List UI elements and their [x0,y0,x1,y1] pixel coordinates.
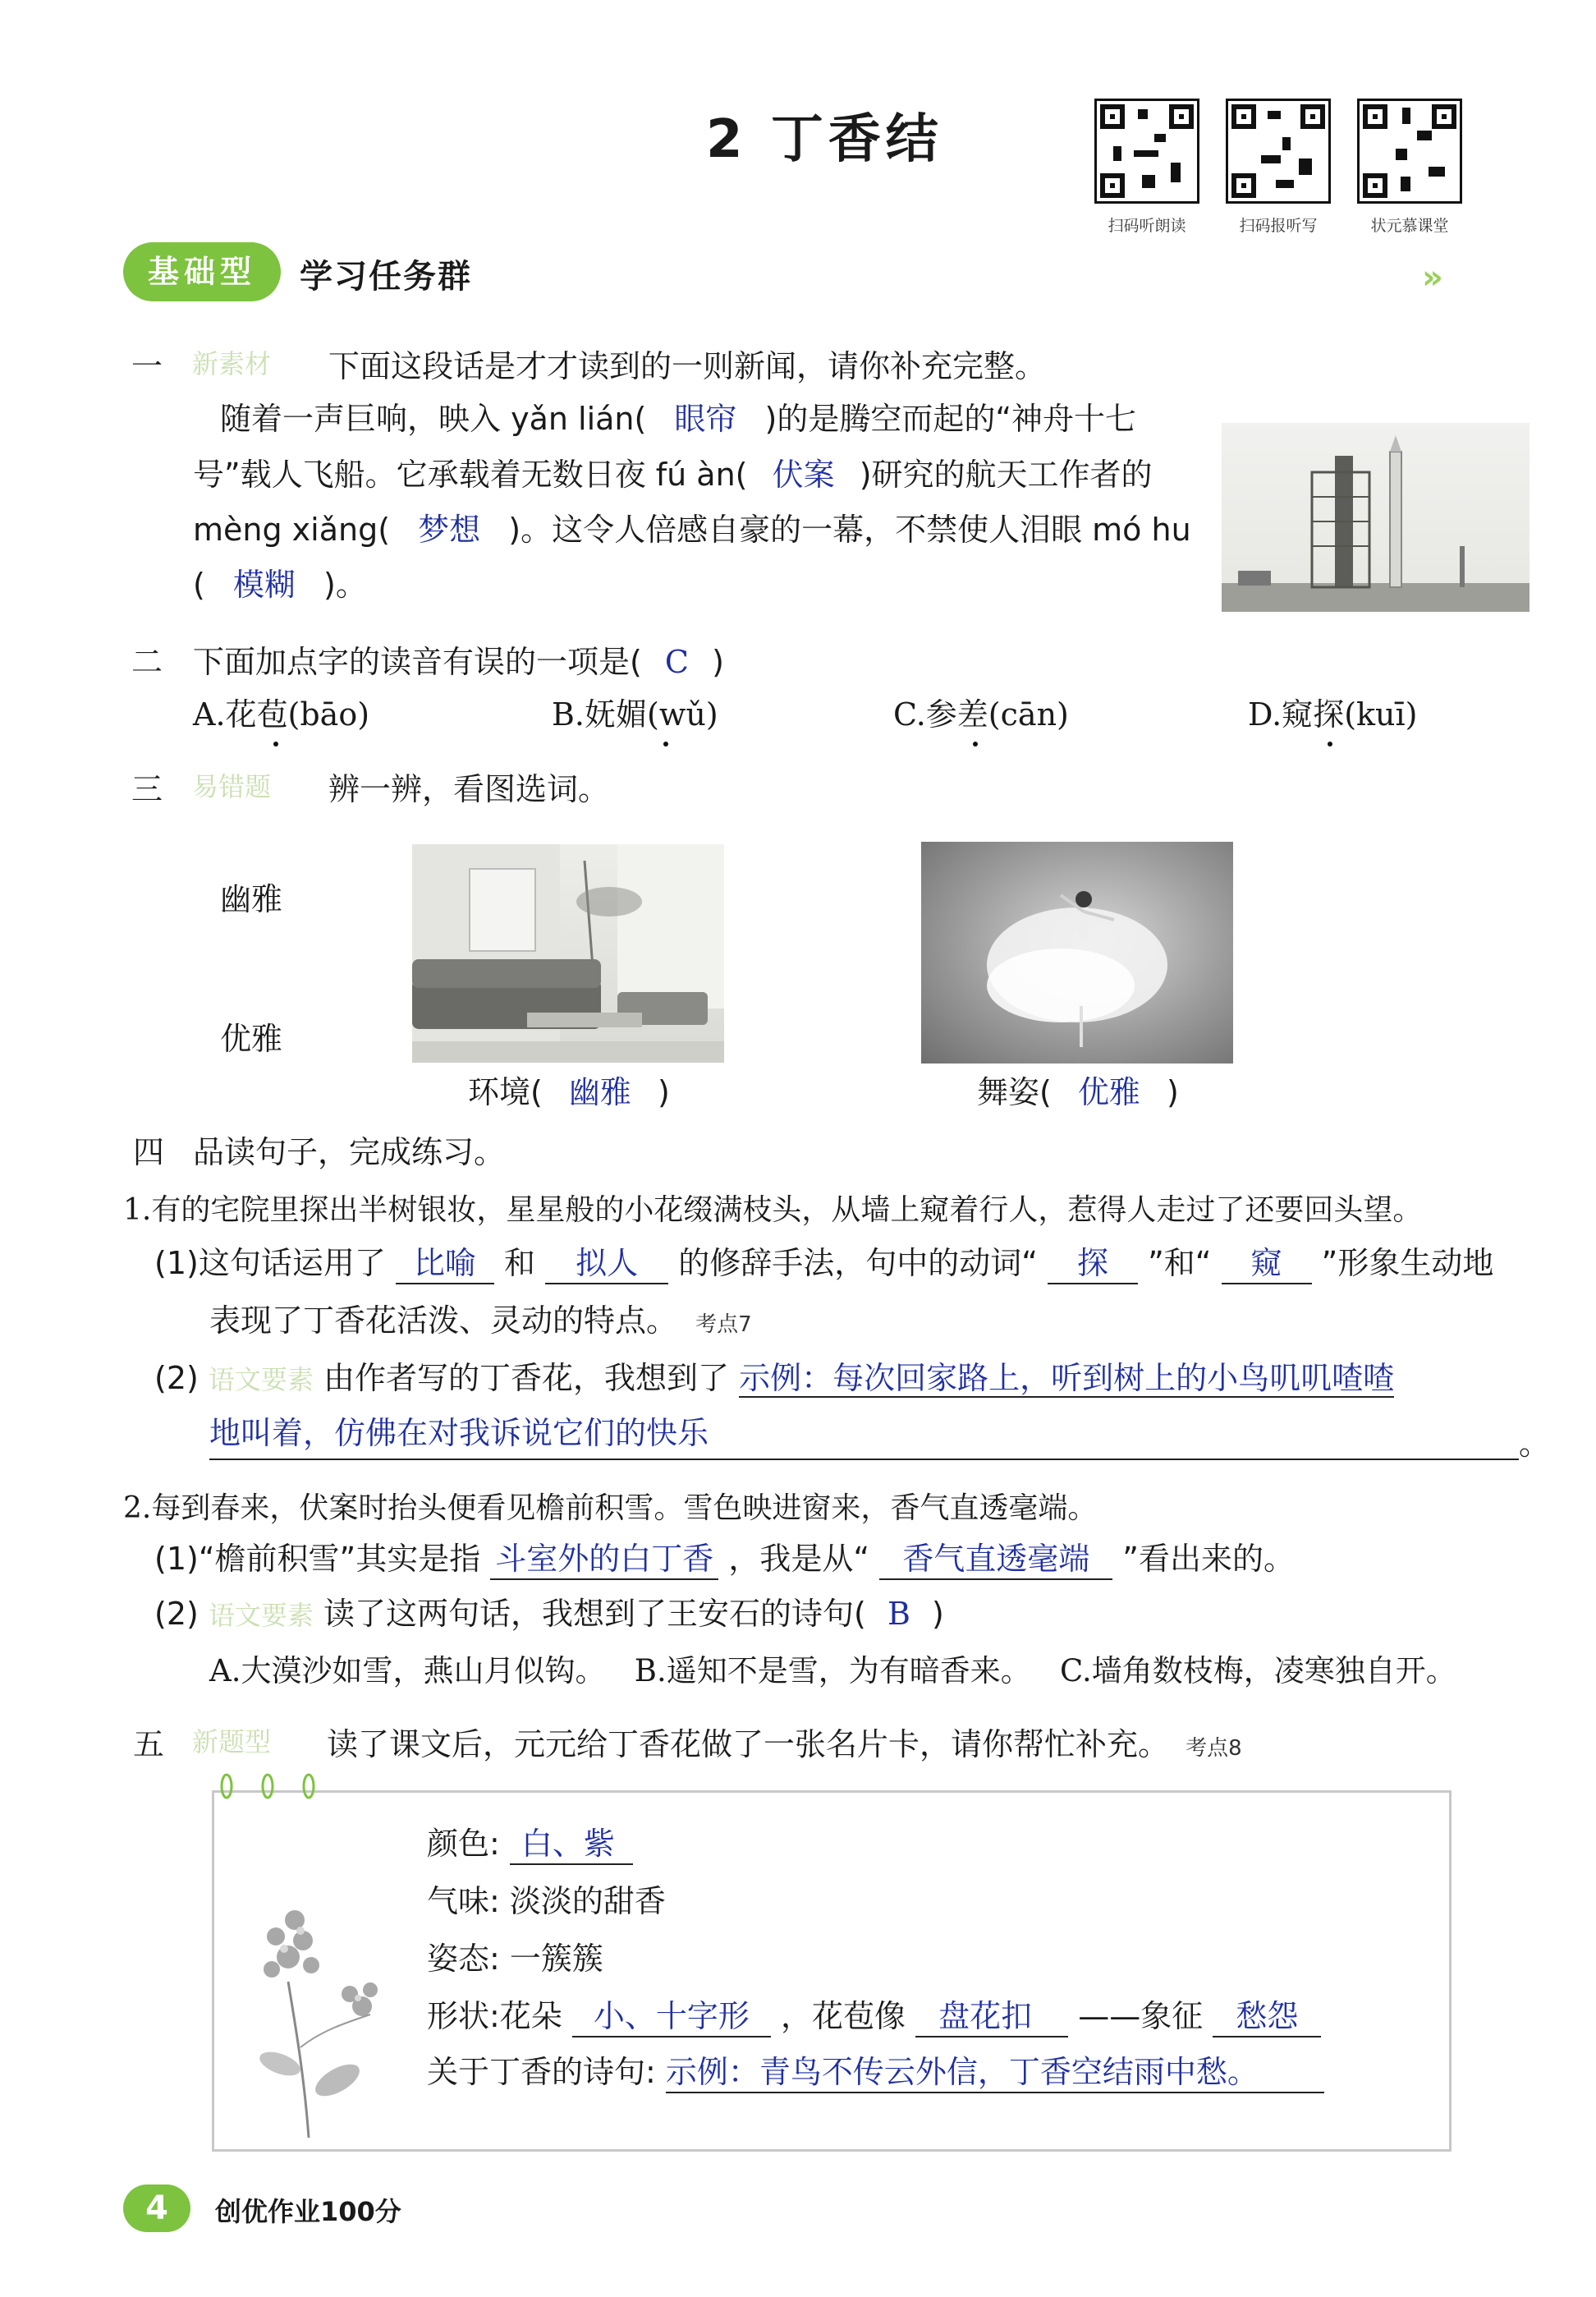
q4-text: ，我是从“ [728,1541,870,1577]
q4-text: 读了这两句话，我想到了王安石的诗句( [323,1596,866,1632]
q4-text: 表现了丁香花活泼、灵动的特点。 [209,1302,678,1339]
lilac-flower-illustration [231,1834,387,2146]
q3-caption-text: ) [658,1074,670,1110]
emphasis-dot [973,742,978,747]
q4-answer: 地叫着，仿佛在对我诉说它们的快乐 [209,1415,709,1451]
q4-number: 四 [133,1134,165,1170]
card-answer: 盘花扣 [915,1998,1068,2037]
q1-answer: 眼帘 [674,401,737,437]
q4-answer: B [887,1596,910,1632]
kaodian-marker: 考点8 [1186,1736,1242,1761]
book-title: 创优作业100分 [215,2196,401,2227]
card-label: 形状:花朵 [427,1998,562,2034]
q1-text: ( [193,567,205,603]
q4-text: ”和“ [1148,1245,1212,1281]
q3-prompt: 辨一辨，看图选词。 [328,771,610,807]
q3-answer: 优雅 [1077,1074,1140,1110]
q4-text: 的修辞手法，句中的动词“ [678,1245,1038,1281]
card-poem-line [427,2047,1324,2097]
card-smell-line [427,1877,666,1927]
q1-number: 一 [131,348,163,384]
emphasis-dot [273,742,278,747]
q5-prompt-line [327,1719,1242,1764]
q1-line-4 [193,560,367,610]
q1-text: 随着一声巨响，映入 yǎn lián( [220,401,647,437]
card-pose-line [427,1934,603,1984]
card-value: 一簇簇 [509,1941,603,1977]
card-label: 气味: [427,1883,500,1919]
emphasis-dot [1328,742,1332,747]
q4-answer: 示例：每次回家路上，听到树上的小鸟叽叽喳喳 [739,1360,1395,1396]
q4-prompt: 品读句子，完成练习。 [193,1134,506,1170]
qr-caption-dictation: 扫码报听写 [1239,217,1318,235]
q4-tag: 语文要素 [208,1600,314,1631]
q4-text: (2) [154,1360,199,1396]
q4-text: (2) [154,1596,199,1632]
q5-tag: 新题型 [192,1726,272,1757]
page-number: 4 [123,2184,190,2232]
q3-caption-text: 舞姿( [977,1074,1052,1110]
card-text: ——象征 [1078,1998,1204,2034]
qr-code-dictation[interactable] [1226,99,1331,204]
name-card [212,1790,1452,2152]
q1-text: )研究的航天工作者的 [859,457,1153,493]
qr-caption-course: 状元慕课堂 [1370,217,1449,235]
q4-text: ”形象生动地 [1321,1245,1494,1281]
q3-caption-text: ) [1167,1074,1179,1110]
answer-underline [209,1459,1519,1460]
q4-sentence-1: 1.有的宅院里探出半树银妆，星星般的小花缀满枝头，从墙上窥着行人，惹得人走过了还要回头望。 [123,1193,1423,1227]
q4-text: 和 [504,1245,536,1281]
rocket-launch-photo [1222,423,1530,612]
dancer-photo [921,842,1233,1064]
q4-answer: 香气直透毫端 [879,1541,1112,1580]
q1-prompt: 下面这段话是才才读到的一则新闻，请你补充完整。 [328,348,1047,384]
q5-prompt: 读了课文后，元元给丁香花做了一张名片卡，请你帮忙补充。 [327,1726,1170,1762]
q3-caption-2 [977,1068,1179,1118]
living-room-photo [412,844,724,1063]
q4-text: ”看出来的。 [1122,1541,1295,1577]
q4-1-1-line [154,1238,1493,1289]
q1-text: )。这令人倍感自豪的一幕，不禁使人泪眼 mó hu [508,512,1191,548]
q2-option-d: D.窥探(kuī) [1248,696,1418,733]
q4-1-2-line-2 [209,1408,709,1459]
card-answer: 愁怨 [1213,1998,1321,2037]
q1-text: mèng xiǎng( [193,512,391,548]
qr-caption-read: 扫码听朗读 [1108,217,1186,235]
q3-caption-text: 环境( [468,1074,543,1110]
q1-line-3 [193,505,1191,555]
card-ring-icons [214,1770,321,1803]
card-color-line [427,1819,633,1869]
q4-text: (1)“檐前积雪”其实是指 [154,1541,481,1577]
q2-option-c: C.参差(cān) [893,696,1069,733]
chevron-right-icon: » [1422,259,1443,296]
emphasis-dot [663,742,668,747]
card-label: 关于丁香的诗句: [427,2054,656,2090]
card-value: 淡淡的甜香 [509,1883,666,1919]
card-answer: 示例：青鸟不传云外信，丁香空结雨中愁。 [666,2054,1324,2093]
q4-1-2-line [154,1353,1394,1403]
q1-line-1 [220,394,1136,444]
q3-caption-1 [468,1068,670,1118]
q4-period: 。 [1519,1426,1551,1462]
q4-sentence-2: 2.每到春来，伏案时抬头便看见檐前积雪。雪色映进窗来，香气直透毫端。 [123,1491,1098,1525]
q1-answer: 模糊 [232,567,296,603]
q2-prompt-line [193,636,724,682]
q4-answer: 斗室外的白丁香 [490,1541,718,1580]
q4-answer: 比喻 [396,1245,494,1284]
q1-text: 号”载人飞船。它承载着无数日夜 fú àn( [193,457,748,493]
q1-text: )。 [323,567,367,603]
card-answer: 白、紫 [510,1826,633,1865]
q3-word-1: 幽雅 [220,881,283,917]
q4-2-2-line [154,1589,944,1639]
q4-2-1-line [154,1534,1295,1584]
q4-text: 由作者写的丁香花，我想到了 [323,1360,730,1396]
q2-option-b: B.妩媚(wǔ) [552,696,718,733]
section-badge-subtitle: 学习任务群 [300,258,472,296]
q3-answer: 幽雅 [568,1074,631,1110]
q1-answer: 伏案 [772,457,835,493]
page-title: 2 丁香结 [706,109,943,170]
card-text: ，花苞像 [781,1998,906,2034]
card-label: 姿态: [427,1941,500,1977]
q4-answer: 窥 [1222,1245,1312,1284]
q4-answer: 拟人 [545,1245,668,1284]
q4-2-2-options: A.大漠沙如雪，燕山月似钩。 B.遥知不是雪，为有暗香来。 C.墙角数枝梅，凌寒独自开。 [209,1653,1456,1688]
q2-close: ) [712,644,724,680]
q3-number: 三 [131,771,163,807]
q2-number: 二 [131,644,163,680]
q5-number: 五 [133,1726,165,1762]
q1-answer: 梦想 [418,512,481,548]
q3-tag: 易错题 [192,771,272,802]
card-label: 颜色: [427,1826,500,1862]
qr-group [1088,99,1474,246]
card-shape-line [427,1991,1321,2042]
q4-text: ) [931,1596,944,1632]
q4-answer: 探 [1048,1245,1138,1284]
q4-text: (1)这句话运用了 [154,1245,386,1281]
card-answer: 小、十字形 [572,1998,771,2037]
q3-word-2: 优雅 [220,1021,283,1057]
section-badge: 基础型 [123,242,281,301]
q1-line-2 [193,450,1153,500]
q1-text: )的是腾空而起的“神舟十七 [764,401,1137,437]
q4-1-1-line-2 [209,1296,752,1346]
q4-tag: 语文要素 [208,1364,314,1395]
q2-answer: C [664,644,689,680]
kaodian-marker: 考点7 [695,1312,752,1337]
q2-option-a: A.花苞(bāo) [193,696,370,733]
qr-code-course[interactable] [1357,99,1462,204]
q2-prompt: 下面加点字的读音有误的一项是( [193,644,642,680]
qr-code-read[interactable] [1094,99,1199,204]
q1-tag: 新素材 [192,348,272,379]
